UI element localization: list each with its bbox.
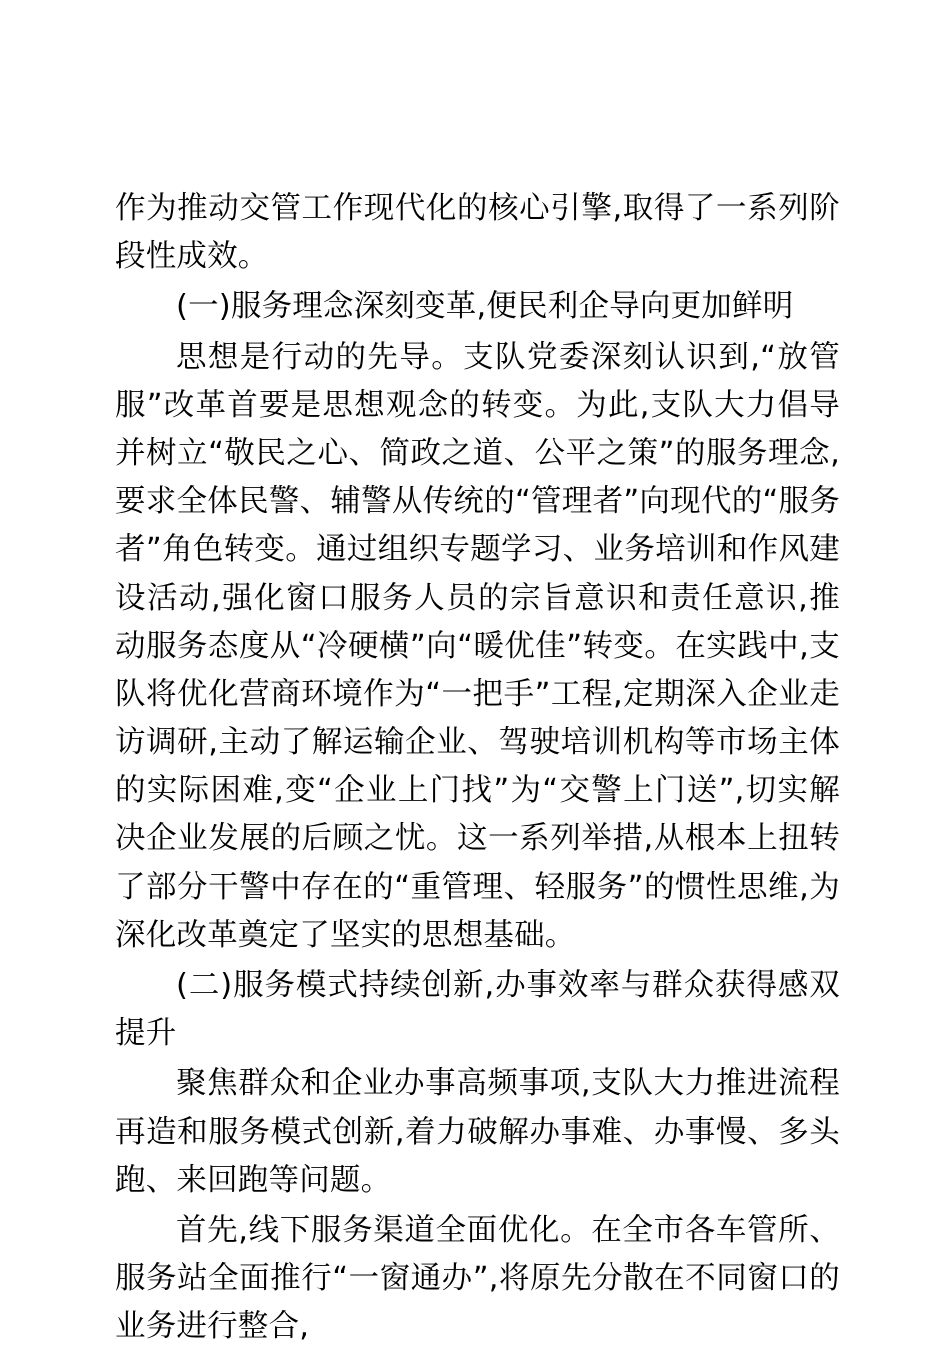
document-body [115, 185, 840, 1352]
paragraph-one: 思想是行动的先导。支队党委深刻认识到,“放管服”改革首要是思想观念的转变。为此,支队大力倡导并树立“敬民之心、简政之道、公平之策”的服务理念,要求全体民警、辅警从传统的“管理者”向现代的“服务者”角色转变。通过组织专题学习、业务培训和作风建设活动,强化窗口服务人员的宗旨意识和责任意识,推动服务态度从“冷硬横”向“暖优佳”转变。在实践中,支队将优化营商环境作为“一把手”工程,定期深入企业走访调研,主动了解运输企业、驾驶培训机构等市场主体的实际困难,变“企业上门找”为“交警上门送”,切实解决企业发展的后顾之忧。这一系列举措,从根本上扭转了部分干警中存在的“重管理、轻服务”的惯性思维,为深化改革奠定了坚实的思想基础。 [115, 339, 840, 953]
paragraph-two: 聚焦群众和企业办事高频事项,支队大力推进流程再造和服务模式创新,着力破解办事难、办事慢、多头跑、来回跑等问题。 [115, 1066, 840, 1198]
paragraph-continuation: 作为推动交管工作现代化的核心引擎,取得了一系列阶段性成效。 [115, 191, 840, 275]
section-heading-one: (一)服务理念深刻变革,便民利企导向更加鲜明 [176, 289, 794, 325]
paragraph-three: 首先,线下服务渠道全面优化。在全市各车管所、服务站全面推行“一窗通办”,将原先分散在不同窗口的业务进行整合, [115, 1212, 840, 1345]
section-heading-two: (二)服务模式持续创新,办事效率与群众获得感双提升 [115, 968, 840, 1052]
